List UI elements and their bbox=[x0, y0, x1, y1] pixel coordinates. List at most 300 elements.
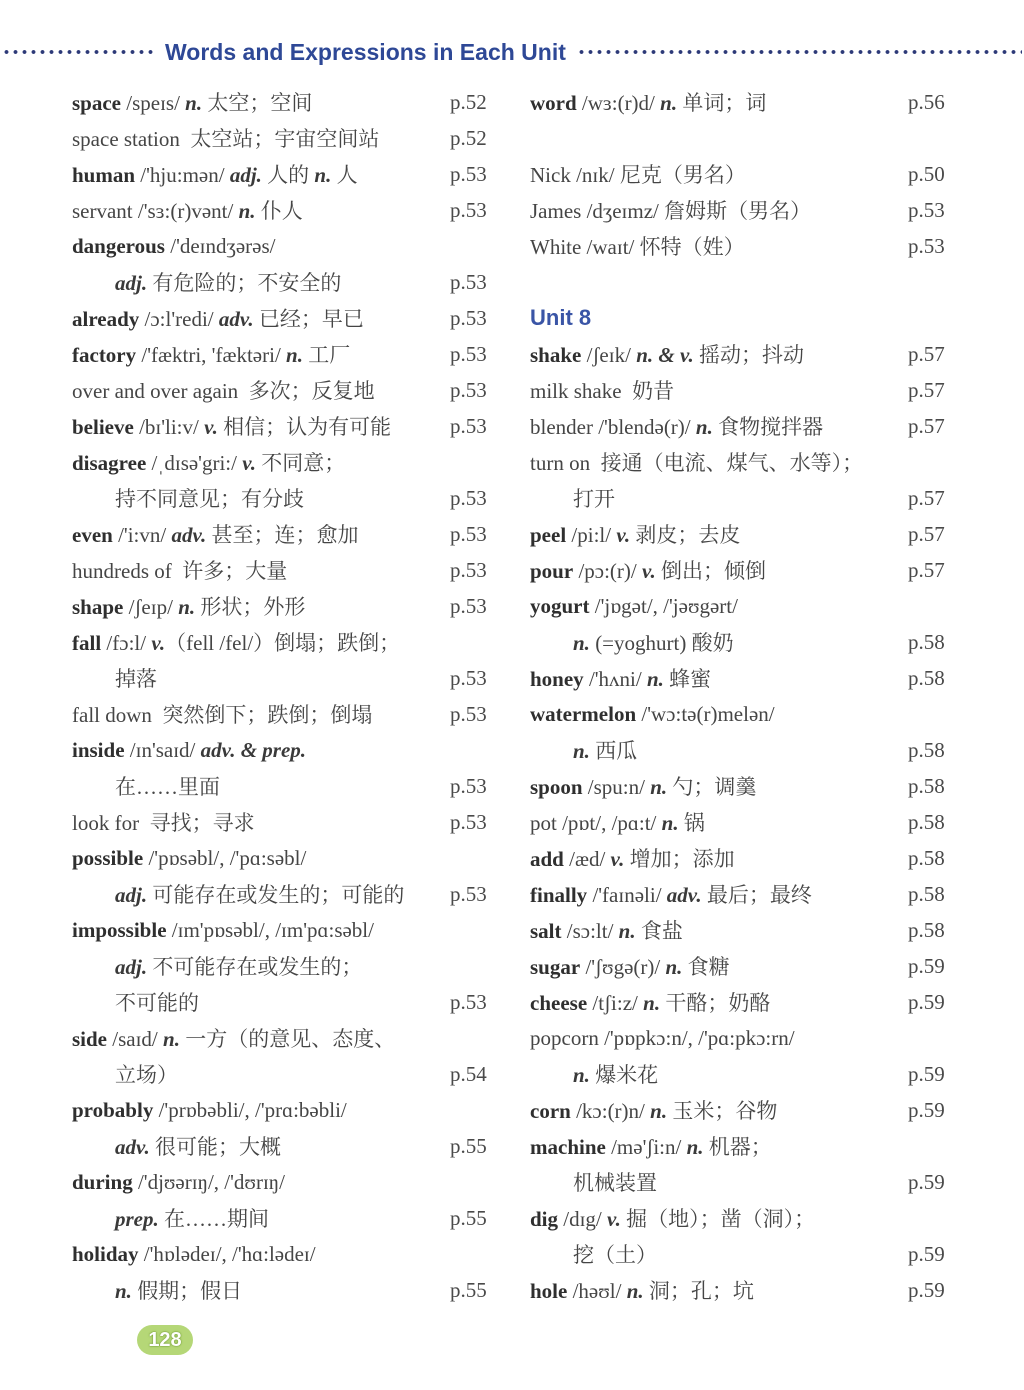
page-reference: p.59 bbox=[908, 1170, 945, 1194]
entry-text: 食盐 bbox=[635, 919, 683, 943]
vocab-entry bbox=[530, 1203, 815, 1233]
vocab-row bbox=[72, 1128, 496, 1164]
headword: watermelon bbox=[530, 701, 637, 726]
vocab-row bbox=[72, 1092, 496, 1128]
entry-text: /'hju:mən/ bbox=[135, 163, 230, 187]
vocab-entry bbox=[72, 1203, 269, 1233]
part-of-speech: n. bbox=[238, 199, 256, 223]
vocab-row bbox=[72, 1020, 496, 1056]
vocab-entry bbox=[72, 123, 379, 153]
page-reference: p.58 bbox=[908, 630, 945, 654]
vocab-entry bbox=[72, 771, 220, 801]
vocab-row bbox=[530, 768, 954, 804]
entry-text: 形状；外形 bbox=[195, 595, 306, 619]
vocab-row bbox=[530, 552, 954, 588]
page-reference: p.57 bbox=[908, 342, 945, 366]
vocab-row bbox=[530, 444, 954, 480]
vocab-row bbox=[530, 588, 954, 624]
headword: shape bbox=[72, 595, 124, 619]
entry-text: /'faɪnəli/ bbox=[587, 883, 667, 907]
entry-text: /'fæktri, 'fæktəri/ bbox=[136, 343, 287, 367]
page-reference: p.59 bbox=[908, 1242, 945, 1266]
vocab-row bbox=[530, 1164, 954, 1200]
headword: cheese bbox=[530, 991, 588, 1015]
vocab-entry bbox=[530, 735, 637, 765]
vocab-row bbox=[530, 156, 954, 192]
entry-text: 干酪；奶酪 bbox=[660, 991, 771, 1015]
entry-text: /'ʃʊgə(r)/ bbox=[580, 955, 666, 979]
vocab-entry bbox=[72, 1023, 395, 1053]
vocab-entry bbox=[72, 1059, 178, 1089]
entry-text: 玉米；谷物 bbox=[667, 1099, 778, 1123]
page-reference: p.50 bbox=[908, 162, 945, 186]
vocab-row bbox=[530, 804, 954, 840]
headword: finally bbox=[530, 883, 588, 907]
part-of-speech: n. bbox=[660, 91, 678, 115]
vocab-row bbox=[72, 588, 496, 624]
vocab-entry bbox=[72, 483, 304, 513]
vocab-row bbox=[72, 1164, 496, 1200]
part-of-speech: n. bbox=[115, 1279, 132, 1303]
vocab-entry bbox=[72, 591, 305, 621]
page-reference: p.57 bbox=[908, 414, 945, 438]
entry-text: (=yoghurt) 酸奶 bbox=[589, 631, 734, 655]
part-of-speech: adv. bbox=[666, 883, 702, 907]
headword: honey bbox=[530, 667, 584, 691]
page-reference: p.53 bbox=[450, 666, 487, 690]
vocab-row bbox=[72, 408, 496, 444]
entry-text: /'hʌni/ bbox=[583, 667, 647, 691]
entry-text: /spu:n/ bbox=[582, 775, 651, 799]
vocab-row bbox=[530, 84, 954, 120]
entry-text: 食物搅拌器 bbox=[712, 415, 824, 439]
page-reference: p.55 bbox=[450, 1278, 487, 1302]
vocab-entry bbox=[530, 375, 674, 405]
entry-text: /ɪm'pɒsəbl/, /ɪm'pɑ:səbl/ bbox=[166, 917, 374, 942]
headword: sugar bbox=[530, 955, 581, 979]
entry-text: 挖（土） bbox=[573, 1243, 657, 1267]
vocab-entry bbox=[72, 195, 303, 225]
vocab-entry bbox=[530, 195, 811, 225]
entry-text: 很可能；大概 bbox=[149, 1135, 282, 1159]
vocab-row bbox=[72, 480, 496, 516]
vocab-entry bbox=[530, 1275, 754, 1305]
vocab-entry bbox=[530, 1167, 657, 1197]
headword: space bbox=[72, 91, 121, 115]
entry-text: 机器； bbox=[703, 1135, 772, 1159]
headword: dangerous bbox=[72, 233, 165, 258]
vocab-entry bbox=[530, 627, 734, 657]
headword: salt bbox=[530, 919, 562, 943]
vocab-row bbox=[530, 1236, 954, 1272]
vocab-entry bbox=[72, 1170, 285, 1195]
headword: word bbox=[530, 91, 577, 115]
entry-text: 西瓜 bbox=[589, 739, 638, 763]
section-title: Words and Expressions in Each Unit bbox=[165, 38, 566, 65]
page-reference: p.53 bbox=[450, 414, 487, 438]
vocab-row bbox=[530, 660, 954, 696]
vocab-entry bbox=[530, 411, 823, 441]
page-reference: p.53 bbox=[450, 342, 487, 366]
entry-text: 已经；早已 bbox=[253, 307, 364, 331]
page-reference: p.52 bbox=[450, 90, 487, 114]
vocab-row bbox=[530, 516, 954, 552]
vocab-row bbox=[530, 948, 954, 984]
part-of-speech: n. bbox=[665, 955, 683, 979]
entry-text: 剥皮；去皮 bbox=[630, 523, 741, 547]
entry-text: /'pɒsəbl/, /'pɑ:səbl/ bbox=[143, 845, 307, 870]
page-reference: p.58 bbox=[908, 846, 945, 870]
vocab-row bbox=[72, 696, 496, 732]
vocab-entry bbox=[530, 339, 804, 369]
entry-text: 甚至；连；愈加 bbox=[206, 523, 359, 547]
vocab-entry bbox=[530, 1239, 657, 1269]
dotted-rule-right bbox=[577, 48, 1022, 56]
entry-text: /həʊl/ bbox=[567, 1279, 627, 1303]
entry-text: over and over again 多次；反复地 bbox=[72, 379, 375, 403]
vocab-entry bbox=[72, 267, 341, 297]
page-reference: p.59 bbox=[908, 1098, 945, 1122]
vocab-row bbox=[72, 624, 496, 660]
headword: peel bbox=[530, 523, 567, 547]
vocab-row bbox=[72, 120, 496, 156]
page-reference: p.53 bbox=[450, 198, 487, 222]
entry-text: 一方（的意见、态度、 bbox=[179, 1027, 396, 1051]
entry-text: （fell /fel/）倒塌；跌倒； bbox=[165, 631, 401, 655]
entry-text: servant /'sɜ:(r)vənt/ bbox=[72, 199, 239, 223]
headword: during bbox=[72, 1169, 133, 1194]
entry-text: 相信；认为有可能 bbox=[217, 415, 392, 439]
page-reference: p.53 bbox=[450, 306, 487, 330]
page-reference: p.59 bbox=[908, 990, 945, 1014]
entry-text: 太空；空间 bbox=[202, 91, 313, 115]
headword: machine bbox=[530, 1135, 606, 1159]
vocab-entry bbox=[72, 447, 345, 477]
page-reference: p.52 bbox=[450, 126, 487, 150]
vocab-entry bbox=[72, 519, 359, 549]
entry-text: 倒出；倾倒 bbox=[655, 559, 767, 583]
part-of-speech: adj. bbox=[115, 883, 148, 907]
page-reference: p.59 bbox=[908, 954, 945, 978]
vocab-entry bbox=[72, 159, 358, 189]
part-of-speech: adv. & prep. bbox=[200, 737, 307, 762]
part-of-speech: v. bbox=[610, 847, 625, 871]
headword: inside bbox=[72, 737, 125, 762]
entry-text: 蜂蜜 bbox=[663, 667, 712, 691]
entry-text: look for 寻找；寻求 bbox=[72, 811, 255, 835]
vocab-row bbox=[72, 660, 496, 696]
vocab-row bbox=[72, 156, 496, 192]
part-of-speech: v. bbox=[151, 631, 166, 655]
vocab-entry bbox=[530, 447, 863, 477]
headword: yogurt bbox=[530, 593, 590, 618]
page-reference: p.53 bbox=[450, 810, 487, 834]
vocab-row bbox=[530, 732, 954, 768]
unit-heading-row bbox=[530, 300, 954, 336]
vocab-entry bbox=[72, 303, 364, 333]
entry-text: 持不同意见；有分歧 bbox=[115, 487, 304, 511]
entry-text: 立场） bbox=[115, 1063, 178, 1087]
vocab-entry bbox=[72, 738, 306, 763]
vocab-row bbox=[72, 300, 496, 336]
headword: holiday bbox=[72, 1241, 139, 1266]
vocab-entry bbox=[530, 231, 745, 261]
vocab-column-right bbox=[530, 84, 954, 1308]
vocab-row bbox=[530, 192, 954, 228]
vocab-row bbox=[530, 480, 954, 516]
vocab-row bbox=[72, 1056, 496, 1092]
vocab-entry bbox=[530, 915, 683, 945]
entry-text: Nick /nɪk/ 尼克（男名） bbox=[530, 163, 746, 187]
vocab-entry bbox=[530, 807, 705, 837]
vocab-entry bbox=[72, 411, 391, 441]
entry-text: 单词；词 bbox=[677, 91, 767, 115]
entry-text: /dɪg/ bbox=[558, 1207, 608, 1231]
headword: even bbox=[72, 523, 113, 547]
page-reference: p.58 bbox=[908, 666, 945, 690]
entry-text: /sɔ:lt/ bbox=[561, 919, 619, 943]
part-of-speech: n. bbox=[695, 415, 713, 439]
vocab-entry bbox=[72, 987, 199, 1017]
part-of-speech: adv. bbox=[171, 523, 207, 547]
page-reference: p.58 bbox=[908, 738, 945, 762]
entry-text: turn on 接通（电流、煤气、水等）； bbox=[530, 451, 864, 475]
vocab-entry bbox=[530, 879, 812, 909]
vocab-row bbox=[72, 1272, 496, 1308]
dotted-rule-left bbox=[2, 48, 154, 56]
page-reference: p.59 bbox=[908, 1062, 945, 1086]
entry-text: /wɜ:(r)d/ bbox=[576, 91, 661, 115]
entry-text: /'wɔ:tə(r)melən/ bbox=[636, 701, 775, 726]
entry-text: popcorn /'pɒpkɔ:n/, /'pɑ:pkɔ:rn/ bbox=[530, 1025, 795, 1050]
vocab-row bbox=[72, 1236, 496, 1272]
part-of-speech: n. bbox=[618, 919, 636, 943]
page-reference: p.55 bbox=[450, 1134, 487, 1158]
headword: human bbox=[72, 163, 136, 187]
part-of-speech: adj. bbox=[229, 163, 262, 187]
vocab-row bbox=[530, 624, 954, 660]
page-reference: p.53 bbox=[450, 990, 487, 1014]
entry-text: 不可能的 bbox=[115, 991, 199, 1015]
vocab-entry bbox=[72, 807, 255, 837]
entry-text: 在……期间 bbox=[158, 1207, 269, 1231]
part-of-speech: n. bbox=[573, 1063, 590, 1087]
part-of-speech: n. bbox=[686, 1135, 704, 1159]
vocab-entry bbox=[530, 555, 766, 585]
entry-text: /tʃi:z/ bbox=[587, 991, 644, 1015]
vocab-row bbox=[72, 552, 496, 588]
page-reference: p.53 bbox=[450, 774, 487, 798]
vocab-entry bbox=[530, 519, 740, 549]
entry-text: White /waɪt/ 怀特（姓） bbox=[530, 235, 745, 259]
vocab-entry bbox=[530, 987, 770, 1017]
vocab-entry bbox=[530, 1026, 795, 1051]
part-of-speech: n. bbox=[178, 595, 196, 619]
part-of-speech: prep. bbox=[115, 1207, 159, 1231]
vocab-row bbox=[72, 804, 496, 840]
page-reference: p.57 bbox=[908, 558, 945, 582]
entry-text: /ˌdɪsə'gri:/ bbox=[146, 451, 243, 475]
entry-text: /ɪn'saɪd/ bbox=[124, 737, 201, 762]
part-of-speech: n. bbox=[573, 739, 590, 763]
page-reference: p.53 bbox=[908, 234, 945, 258]
vocab-entry bbox=[72, 627, 400, 657]
entry-text: space station 太空站；宇宙空间站 bbox=[72, 127, 380, 151]
entry-text: /bɪ'li:v/ bbox=[133, 415, 205, 439]
vocab-entry bbox=[530, 1095, 777, 1125]
page-reference: p.53 bbox=[450, 882, 487, 906]
entry-text: 最后；最终 bbox=[701, 883, 812, 907]
entry-text: /'djʊərɪŋ/, /'dʊrɪŋ/ bbox=[132, 1169, 285, 1194]
headword: possible bbox=[72, 845, 144, 870]
page-header bbox=[0, 37, 1024, 67]
entry-text: 不同意； bbox=[256, 451, 346, 475]
part-of-speech: n. bbox=[286, 343, 303, 367]
page-reference: p.53 bbox=[450, 594, 487, 618]
entry-text: 工厂 bbox=[302, 343, 351, 367]
entry-text: 人 bbox=[331, 163, 358, 187]
vocab-row bbox=[72, 264, 496, 300]
vocab-row bbox=[72, 948, 496, 984]
vocab-entry bbox=[72, 1242, 316, 1267]
vocab-entry bbox=[72, 663, 157, 693]
page-reference: p.53 bbox=[450, 378, 487, 402]
headword: impossible bbox=[72, 917, 167, 942]
vocab-row bbox=[72, 984, 496, 1020]
part-of-speech: adj. bbox=[115, 271, 148, 295]
headword: factory bbox=[72, 343, 137, 367]
vocab-entry bbox=[530, 663, 711, 693]
vocab-row bbox=[530, 840, 954, 876]
vocab-row bbox=[530, 1200, 954, 1236]
page-reference: p.57 bbox=[908, 378, 945, 402]
page-reference: p.59 bbox=[908, 1278, 945, 1302]
vocab-row bbox=[530, 1128, 954, 1164]
headword: pour bbox=[530, 559, 574, 583]
entry-text: 机械装置 bbox=[573, 1171, 657, 1195]
headword: disagree bbox=[72, 451, 147, 475]
entry-text: blender /'blendə(r)/ bbox=[530, 415, 696, 439]
entry-text: milk shake 奶昔 bbox=[530, 379, 675, 403]
entry-text: 摇动；抖动 bbox=[693, 343, 804, 367]
entry-text: /ʃeɪk/ bbox=[581, 343, 637, 367]
part-of-speech: n. bbox=[650, 775, 668, 799]
entry-text: hundreds of 许多；大量 bbox=[72, 559, 288, 583]
vocab-entry bbox=[72, 375, 375, 405]
vocab-entry bbox=[530, 1131, 772, 1161]
entry-text: /'hɒlədeɪ/, /'hɑ:lədeɪ/ bbox=[138, 1241, 316, 1266]
part-of-speech: n. bbox=[573, 631, 590, 655]
entry-text: /'deɪndʒərəs/ bbox=[164, 233, 276, 258]
entry-text: /pɔ:(r)/ bbox=[573, 559, 642, 583]
headword: fall bbox=[72, 631, 102, 655]
headword: believe bbox=[72, 415, 134, 439]
entry-text: 食糖 bbox=[682, 955, 730, 979]
headword: already bbox=[72, 307, 140, 331]
part-of-speech: v. bbox=[204, 415, 218, 439]
page-reference: p.53 bbox=[450, 162, 487, 186]
vocab-row bbox=[72, 336, 496, 372]
part-of-speech: n. & v. bbox=[636, 343, 694, 367]
blank-row bbox=[530, 120, 954, 156]
page-number-badge bbox=[137, 1325, 193, 1355]
page-reference: p.58 bbox=[908, 918, 945, 942]
entry-text: /'i:vn/ bbox=[112, 523, 172, 547]
part-of-speech: adv. bbox=[115, 1135, 150, 1159]
page-reference: p.53 bbox=[908, 198, 945, 222]
part-of-speech: v. bbox=[616, 523, 631, 547]
vocab-entry bbox=[72, 1275, 242, 1305]
vocab-row bbox=[530, 228, 954, 264]
vocab-row bbox=[530, 1056, 954, 1092]
vocab-row bbox=[72, 768, 496, 804]
entry-text: /pi:l/ bbox=[566, 523, 617, 547]
entry-text: /'jɒgət/, /'jəʊgərt/ bbox=[589, 593, 738, 618]
entry-text: /ʃeɪp/ bbox=[123, 595, 179, 619]
vocab-entry bbox=[72, 951, 362, 981]
vocab-entry bbox=[72, 1098, 347, 1123]
entry-text: /speɪs/ bbox=[121, 91, 186, 115]
entry-text: 勺；调羹 bbox=[667, 775, 757, 799]
entry-text: pot /pɒt/, /pɑ:t/ bbox=[530, 811, 662, 835]
entry-text: 洞；孔；坑 bbox=[643, 1279, 754, 1303]
entry-text: /saɪd/ bbox=[107, 1027, 164, 1051]
vocab-row bbox=[530, 984, 954, 1020]
headword: corn bbox=[530, 1099, 571, 1123]
vocab-row bbox=[72, 912, 496, 948]
page-reference: p.54 bbox=[450, 1062, 487, 1086]
entry-text: James /dʒeɪmz/ 詹姆斯（男名） bbox=[530, 199, 812, 223]
vocab-entry bbox=[530, 159, 746, 189]
vocab-row bbox=[530, 1092, 954, 1128]
unit-heading: Unit 8 bbox=[530, 305, 592, 330]
page-reference: p.56 bbox=[908, 90, 945, 114]
entry-text: /ɔ:l'redi/ bbox=[139, 307, 219, 331]
vocab-entry bbox=[72, 846, 306, 871]
headword: spoon bbox=[530, 775, 583, 799]
vocab-entry bbox=[72, 918, 374, 943]
entry-text: 增加；添加 bbox=[624, 847, 735, 871]
part-of-speech: n. bbox=[646, 667, 664, 691]
vocab-entry bbox=[72, 234, 275, 259]
part-of-speech: n. bbox=[185, 91, 203, 115]
vocab-row bbox=[72, 840, 496, 876]
part-of-speech: n. bbox=[626, 1279, 644, 1303]
page-reference: p.55 bbox=[450, 1206, 487, 1230]
entry-text: 掉落 bbox=[115, 667, 157, 691]
headword: shake bbox=[530, 343, 582, 367]
vocab-entry bbox=[530, 771, 756, 801]
part-of-speech: n. bbox=[163, 1027, 180, 1051]
headword: hole bbox=[530, 1279, 568, 1303]
page-reference: p.57 bbox=[908, 522, 945, 546]
entry-text: 爆米花 bbox=[589, 1063, 659, 1087]
entry-text: 在……里面 bbox=[115, 775, 220, 799]
vocab-row bbox=[530, 1272, 954, 1308]
vocab-row bbox=[530, 372, 954, 408]
entry-text: /mə'ʃi:n/ bbox=[605, 1135, 687, 1159]
vocab-entry bbox=[530, 1059, 658, 1089]
vocab-entry bbox=[72, 87, 312, 117]
entry-text: 打开 bbox=[573, 487, 615, 511]
entry-text: /fɔ:l/ bbox=[101, 631, 152, 655]
entry-text: 人的 bbox=[261, 163, 315, 187]
vocab-row bbox=[72, 1200, 496, 1236]
blank-row bbox=[530, 264, 954, 300]
vocab-row bbox=[72, 732, 496, 768]
vocab-entry bbox=[530, 483, 615, 513]
page-reference: p.53 bbox=[450, 558, 487, 582]
